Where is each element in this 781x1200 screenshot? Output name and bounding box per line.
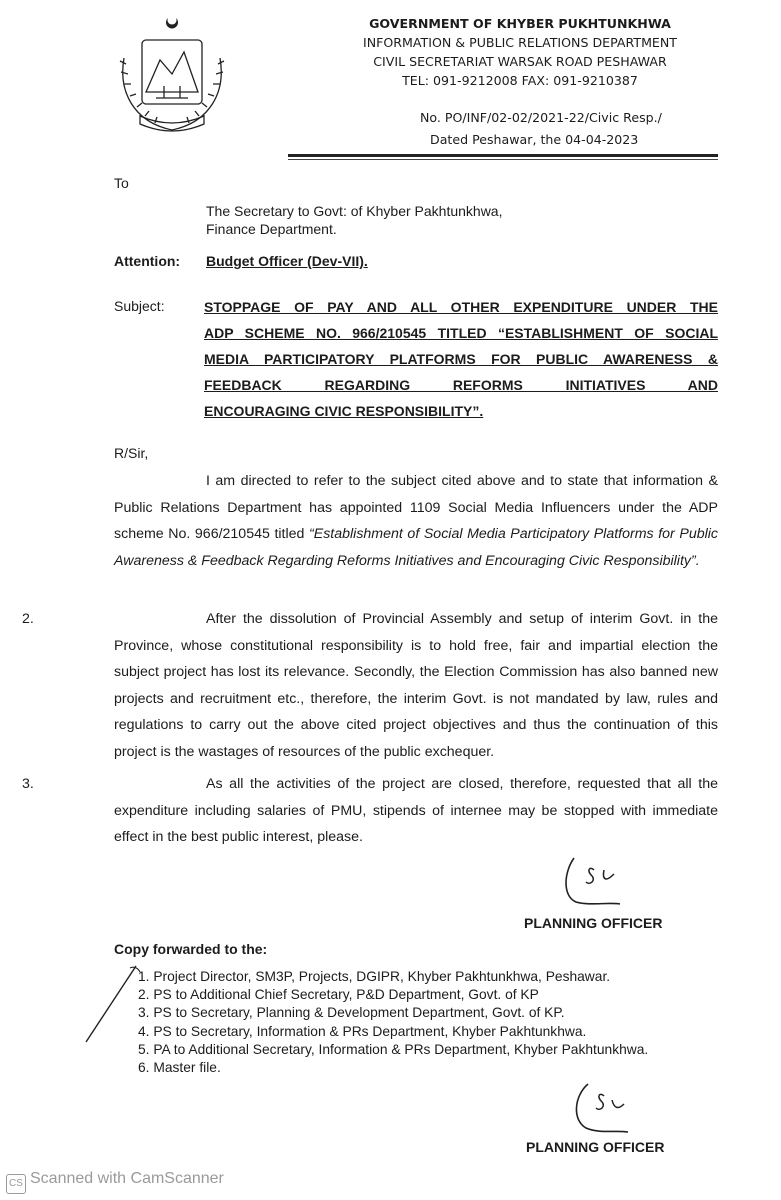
header-government: GOVERNMENT OF KHYBER PUKHTUNKHWA xyxy=(369,16,671,31)
attention-value: Budget Officer (Dev-VII). xyxy=(206,253,368,269)
recipient-line-1: The Secretary to Govt: of Khyber Pakhtunkhwa, xyxy=(206,203,503,219)
to-label: To xyxy=(114,175,129,191)
paragraph-1 xyxy=(114,468,718,574)
signature-1 xyxy=(560,852,650,912)
camscanner-watermark xyxy=(6,1170,224,1194)
reference-number: No. PO/INF/02-02/2021-22/Civic Resp./ xyxy=(420,110,662,125)
copy-list-item: 2. PS to Additional Chief Secretary, P&D Department, Govt. of KP xyxy=(138,987,539,1003)
copy-list-item: 3. PS to Secretary, Planning & Development Department, Govt. of KP. xyxy=(138,1005,565,1021)
camscanner-logo-icon: CS xyxy=(6,1174,26,1194)
copy-list-item: 4. PS to Secretary, Information & PRs Department, Khyber Pakhtunkhwa. xyxy=(138,1023,587,1039)
copy-list-item: 5. PA to Additional Secretary, Information & PRs Department, Khyber Pakhtunkhwa. xyxy=(138,1041,649,1057)
attention-label: Attention: xyxy=(114,253,181,269)
paragraph-2 xyxy=(22,606,718,765)
salutation: R/Sir, xyxy=(114,445,149,461)
copy-list-item: 6. Master file. xyxy=(138,1060,221,1076)
copy-heading: Copy forwarded to the: xyxy=(114,941,268,957)
subject-label: Subject: xyxy=(114,298,165,314)
paragraph-2-number: 2. xyxy=(22,611,34,627)
paragraph-1-project-title: “Establishment of Social Media Participatory Platforms for Public Awareness & Feedback Regarding Reforms Initiatives and Encouraging Civic Responsibility”. xyxy=(114,526,718,569)
camscanner-text: Scanned with CamScanner xyxy=(30,1170,224,1187)
paragraph-3-number: 3. xyxy=(22,776,34,792)
copy-list xyxy=(138,968,648,1077)
government-emblem xyxy=(112,12,232,142)
signature-2 xyxy=(566,1080,656,1140)
subject-line: ADP SCHEME NO. 966/210545 TITLED “ESTABLISHMENT OF SOCIAL xyxy=(204,325,718,341)
paragraph-3-text: As all the activities of the project are closed, therefore, requested that all the expenditure including salaries of PMU, stipends of internee may be stopped with immediate effect in the best public interest, please. xyxy=(114,776,718,845)
paragraph-3 xyxy=(22,771,718,851)
signatory-2: PLANNING OFFICER xyxy=(526,1139,665,1155)
header-divider-thin xyxy=(288,159,718,160)
copy-list-item: 1. Project Director, SM3P, Projects, DGIPR, Khyber Pakhtunkhwa, Peshawar. xyxy=(138,969,611,984)
dated-line: Dated Peshawar, the 04-04-2023 xyxy=(430,132,639,147)
paragraph-1-text: I am directed to refer to the subject cited above and to state that information & Public Relations Department has appointed 1109 Social Media Influencers under the ADP scheme No. 966/210545 titled xyxy=(114,473,718,542)
header-address: CIVIL SECRETARIAT WARSAK ROAD PESHAWAR xyxy=(373,54,667,69)
subject-line: ENCOURAGING CIVIC RESPONSIBILITY”. xyxy=(204,403,484,419)
paragraph-2-text: After the dissolution of Provincial Assembly and setup of interim Govt. in the Province, whose constitutional responsibility is to hold free, fair and impartial election the subject project has lost its relevance. Secondly, the Election Commission has also banned new projects and recruitment etc., therefore, the interim Govt. is not mandated by law, rules and regulations to carry out the above cited project objectives and thus the continuation of this project is the wastages of resources of the public exchequer. xyxy=(114,611,718,760)
subject-line: MEDIA PARTICIPATORY PLATFORMS FOR PUBLIC AWARENESS & xyxy=(204,351,718,367)
subject-text xyxy=(204,294,718,424)
header-department: INFORMATION & PUBLIC RELATIONS DEPARTMENT xyxy=(363,35,677,50)
subject-line: FEEDBACK REGARDING REFORMS INITIATIVES AND xyxy=(204,377,718,393)
recipient-line-2: Finance Department. xyxy=(206,221,337,237)
signatory-1: PLANNING OFFICER xyxy=(524,915,663,931)
header-divider xyxy=(288,154,718,157)
subject-line: STOPPAGE OF PAY AND ALL OTHER EXPENDITURE UNDER THE xyxy=(204,299,718,315)
header-phone: TEL: 091-9212008 FAX: 091-9210387 xyxy=(402,73,638,88)
